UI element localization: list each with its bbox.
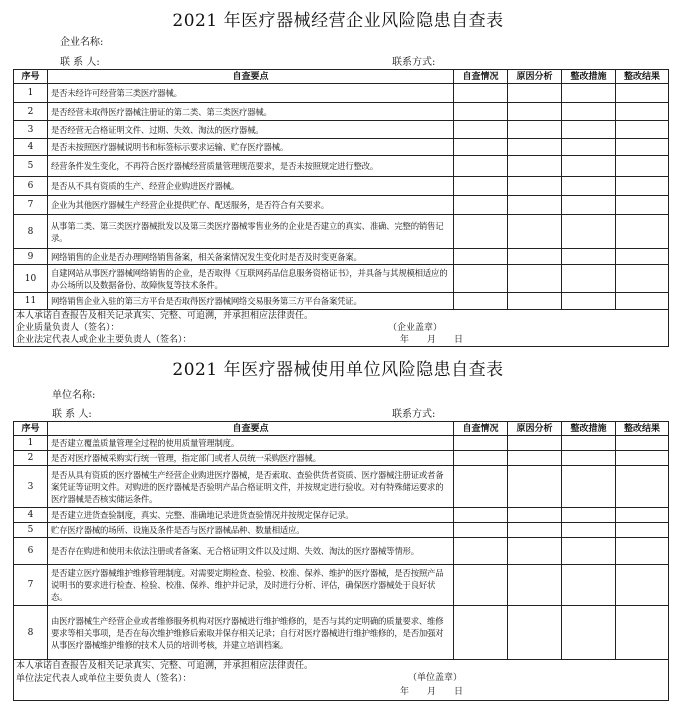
table-row [14, 215, 669, 249]
result-cell[interactable] [616, 293, 669, 310]
row-number: 6 [14, 177, 48, 196]
result-cell[interactable] [616, 103, 669, 121]
table-row [14, 606, 669, 660]
result-cell[interactable] [616, 156, 669, 177]
table-row [14, 249, 669, 265]
result-cell[interactable] [616, 265, 669, 293]
row-checkpoint: 经营条件发生变化，不再符合医疗器械经营质量管理规范要求，是否未按照规定进行整改。 [48, 156, 454, 177]
header-status: 自查情况 [454, 70, 508, 84]
form2-date: 年 月 日 [400, 687, 464, 697]
status-cell[interactable] [454, 523, 508, 538]
cause-cell[interactable] [508, 606, 562, 660]
table-row [14, 196, 669, 215]
table-row [14, 156, 669, 177]
result-cell[interactable] [616, 121, 669, 139]
measures-cell[interactable] [562, 565, 616, 606]
result-cell[interactable] [616, 139, 669, 156]
result-cell[interactable] [616, 196, 669, 215]
status-cell[interactable] [454, 466, 508, 508]
result-cell[interactable] [616, 508, 669, 523]
result-cell[interactable] [616, 451, 669, 466]
table-row [14, 103, 669, 121]
status-cell[interactable] [454, 249, 508, 265]
row-number: 10 [14, 265, 48, 293]
measures-cell[interactable] [562, 451, 616, 466]
row-checkpoint: 是否经营未取得医疗器械注册证的第二类、第三类医疗器械。 [48, 103, 454, 121]
form1-title: 2021 年医疗器械经营企业风险隐患自查表 [172, 11, 504, 31]
measures-cell[interactable] [562, 139, 616, 156]
unit-name-label: 单位名称: [52, 390, 96, 401]
form2-header-row [14, 422, 669, 436]
result-cell[interactable] [616, 523, 669, 538]
row-checkpoint: 从事第二类、第三类医疗器械批发以及第三类医疗器械零售业务的企业是否建立的真实、准确、完整的销售记录。 [48, 215, 454, 249]
table-row [14, 523, 669, 538]
row-number: 4 [14, 139, 48, 156]
measures-cell[interactable] [562, 156, 616, 177]
measures-cell[interactable] [562, 121, 616, 139]
cause-cell[interactable] [508, 139, 562, 156]
cause-cell[interactable] [508, 565, 562, 606]
form1-header-row [14, 70, 669, 84]
form1-footer-row [14, 310, 669, 347]
row-checkpoint: 自建网站从事医疗器械网络销售的企业，是否取得《互联网药品信息服务资格证书》，并具备与其规模相适应的办公场所以及数据备份、故障恢复等技术条件。 [48, 265, 454, 293]
table-row [14, 436, 669, 451]
status-cell[interactable] [454, 508, 508, 523]
form2-phone-label: 联系方式: [392, 409, 436, 420]
result-cell[interactable] [616, 466, 669, 508]
row-checkpoint: 企业为其他医疗器械生产经营企业提供贮存、配送服务，是否符合有关要求。 [48, 196, 454, 215]
row-number: 8 [14, 606, 48, 660]
cause-cell[interactable] [508, 84, 562, 103]
measures-cell[interactable] [562, 436, 616, 451]
measures-cell[interactable] [562, 538, 616, 565]
measures-cell[interactable] [562, 265, 616, 293]
cause-cell[interactable] [508, 196, 562, 215]
cause-cell[interactable] [508, 121, 562, 139]
result-cell[interactable] [616, 215, 669, 249]
row-number: 7 [14, 196, 48, 215]
header-no: 序号 [14, 422, 48, 436]
row-number: 11 [14, 293, 48, 310]
table-row [14, 451, 669, 466]
table-row [14, 293, 669, 310]
row-checkpoint: 是否对医疗器械采购实行统一管理，指定部门或者人员统一采购医疗器械。 [48, 451, 454, 466]
company-name-label: 企业名称: [60, 37, 104, 48]
row-number: 2 [14, 103, 48, 121]
row-checkpoint: 是否存在购进和使用未依法注册或者备案、无合格证明文件以及过期、失效、淘汰的医疗器械等情形。 [48, 538, 454, 565]
row-number: 8 [14, 215, 48, 249]
cause-cell[interactable] [508, 156, 562, 177]
measures-cell[interactable] [562, 177, 616, 196]
status-cell[interactable] [454, 139, 508, 156]
row-checkpoint: 网络销售企业入驻的第三方平台是否取得医疗器械网络交易服务第三方平台备案凭证。 [48, 293, 454, 310]
header-cause: 原因分析 [508, 422, 562, 436]
form1-date: 年 月 日 [400, 335, 464, 345]
measures-cell[interactable] [562, 606, 616, 660]
status-cell[interactable] [454, 84, 508, 103]
status-cell[interactable] [454, 538, 508, 565]
status-cell[interactable] [454, 293, 508, 310]
form2-title: 2021 年医疗器械使用单位风险隐患自查表 [172, 360, 504, 380]
header-measures: 整改措施 [562, 422, 616, 436]
header-cause: 原因分析 [508, 70, 562, 84]
measures-cell[interactable] [562, 523, 616, 538]
row-checkpoint: 是否从具有资质的医疗器械生产经营企业购进医疗器械，是否索取、查验供货者资质、医疗器械注册证或者备案凭证等证明文件。对购进的医疗器械是否验明产品合格证明文件，并按规定进行验收。对有特殊储运要求的医疗器械是否核实储运条件。 [48, 466, 454, 508]
status-cell[interactable] [454, 606, 508, 660]
measures-cell[interactable] [562, 196, 616, 215]
status-cell[interactable] [454, 451, 508, 466]
header-no: 序号 [14, 70, 48, 84]
cause-cell[interactable] [508, 293, 562, 310]
cause-cell[interactable] [508, 538, 562, 565]
status-cell[interactable] [454, 215, 508, 249]
form2-footer-row [14, 660, 669, 701]
table-row [14, 538, 669, 565]
row-checkpoint: 是否经营无合格证明文件、过期、失效、淘汰的医疗器械。 [48, 121, 454, 139]
measures-cell[interactable] [562, 249, 616, 265]
status-cell[interactable] [454, 436, 508, 451]
table-row [14, 508, 669, 523]
result-cell[interactable] [616, 177, 669, 196]
row-number: 5 [14, 523, 48, 538]
measures-cell[interactable] [562, 466, 616, 508]
measures-cell[interactable] [562, 293, 616, 310]
header-checkpoint: 自查要点 [48, 422, 454, 436]
header-checkpoint: 自查要点 [48, 70, 454, 84]
result-cell[interactable] [616, 565, 669, 606]
status-cell[interactable] [454, 177, 508, 196]
unit-seal: （单位盖章） [408, 673, 463, 683]
status-cell[interactable] [454, 565, 508, 606]
row-checkpoint: 贮存医疗器械的场所、设施及条件是否与医疗器械品种、数量相适应。 [48, 523, 454, 538]
status-cell[interactable] [454, 196, 508, 215]
row-number: 5 [14, 156, 48, 177]
cause-cell[interactable] [508, 215, 562, 249]
table-row [14, 565, 669, 606]
result-cell[interactable] [616, 606, 669, 660]
row-checkpoint: 是否未经许可经营第三类医疗器械。 [48, 84, 454, 103]
header-result: 整改结果 [616, 70, 669, 84]
measures-cell[interactable] [562, 215, 616, 249]
status-cell[interactable] [454, 156, 508, 177]
row-number: 2 [14, 451, 48, 466]
header-status: 自查情况 [454, 422, 508, 436]
cause-cell[interactable] [508, 436, 562, 451]
header-result: 整改结果 [616, 422, 669, 436]
form2-contact-label: 联 系 人: [52, 409, 92, 420]
form2-table [13, 421, 669, 701]
row-number: 4 [14, 508, 48, 523]
unit-legal-rep-signature[interactable]: 单位法定代表人或单位主要负责人（签名）： [16, 674, 192, 684]
row-number: 1 [14, 436, 48, 451]
table-row [14, 466, 669, 508]
form1-commitment: 本人承诺自查报告及相关记录真实、完整、可追溯，并承担相应法律责任。 [16, 311, 314, 321]
status-cell[interactable] [454, 265, 508, 293]
table-row [14, 121, 669, 139]
row-checkpoint: 由医疗器械生产经营企业或者维修服务机构对医疗器械进行维护维修的，是否与其约定明确的质量要求、维修要求等相关事项，是否在每次维护维修后索取并保存相关记录；自行对医疗器械进行维护维修的，是否加强对从事医疗器械维护维修的技术人员的培训考核，并建立培训档案。 [48, 606, 454, 660]
row-checkpoint: 是否未按照医疗器械说明书和标签标示要求运输、贮存医疗器械。 [48, 139, 454, 156]
cause-cell[interactable] [508, 508, 562, 523]
row-number: 1 [14, 84, 48, 103]
measures-cell[interactable] [562, 103, 616, 121]
form2-commitment: 本人承诺自查报告及相关记录真实、完整、可追溯，并承担相应法律责任。 [16, 661, 314, 671]
legal-rep-signature[interactable]: 企业法定代表人或企业主要负责人（签名）： [16, 335, 192, 345]
row-checkpoint: 网络销售的企业是否办理网络销售备案，相关备案情况发生变化时是否及时变更备案。 [48, 249, 454, 265]
cause-cell[interactable] [508, 103, 562, 121]
row-checkpoint: 是否建立进货查验制度，真实、完整、准确地记录进货查验情况并按规定保存记录。 [48, 508, 454, 523]
status-cell[interactable] [454, 121, 508, 139]
table-row [14, 84, 669, 103]
table-row [14, 265, 669, 293]
measures-cell[interactable] [562, 84, 616, 103]
cause-cell[interactable] [508, 177, 562, 196]
result-cell[interactable] [616, 436, 669, 451]
form1-contact-label: 联 系 人: [60, 57, 100, 68]
result-cell[interactable] [616, 249, 669, 265]
cause-cell[interactable] [508, 249, 562, 265]
header-measures: 整改措施 [562, 70, 616, 84]
cause-cell[interactable] [508, 451, 562, 466]
status-cell[interactable] [454, 103, 508, 121]
company-seal: （企业盖章） [388, 323, 443, 333]
cause-cell[interactable] [508, 466, 562, 508]
cause-cell[interactable] [508, 265, 562, 293]
table-row [14, 139, 669, 156]
row-number: 7 [14, 565, 48, 606]
form1-table [13, 69, 669, 347]
table-row [14, 177, 669, 196]
quality-manager-signature[interactable]: 企业质量负责人（签名）： [16, 323, 120, 333]
row-number: 9 [14, 249, 48, 265]
cause-cell[interactable] [508, 523, 562, 538]
result-cell[interactable] [616, 538, 669, 565]
result-cell[interactable] [616, 84, 669, 103]
row-number: 3 [14, 466, 48, 508]
form1-phone-label: 联系方式: [392, 57, 436, 68]
row-checkpoint: 是否从不具有资质的生产、经营企业购进医疗器械。 [48, 177, 454, 196]
measures-cell[interactable] [562, 508, 616, 523]
row-checkpoint: 是否建立医疗器械维护维修管理制度。对需要定期检查、检验、校准、保养、维护的医疗器械，是否按照产品说明书的要求进行检查、检验、校准、保养、维护并记录，及时进行分析、评估，确保医疗器械处于良好状态。 [48, 565, 454, 606]
row-checkpoint: 是否建立覆盖质量管理全过程的使用质量管理制度。 [48, 436, 454, 451]
row-number: 3 [14, 121, 48, 139]
row-number: 6 [14, 538, 48, 565]
